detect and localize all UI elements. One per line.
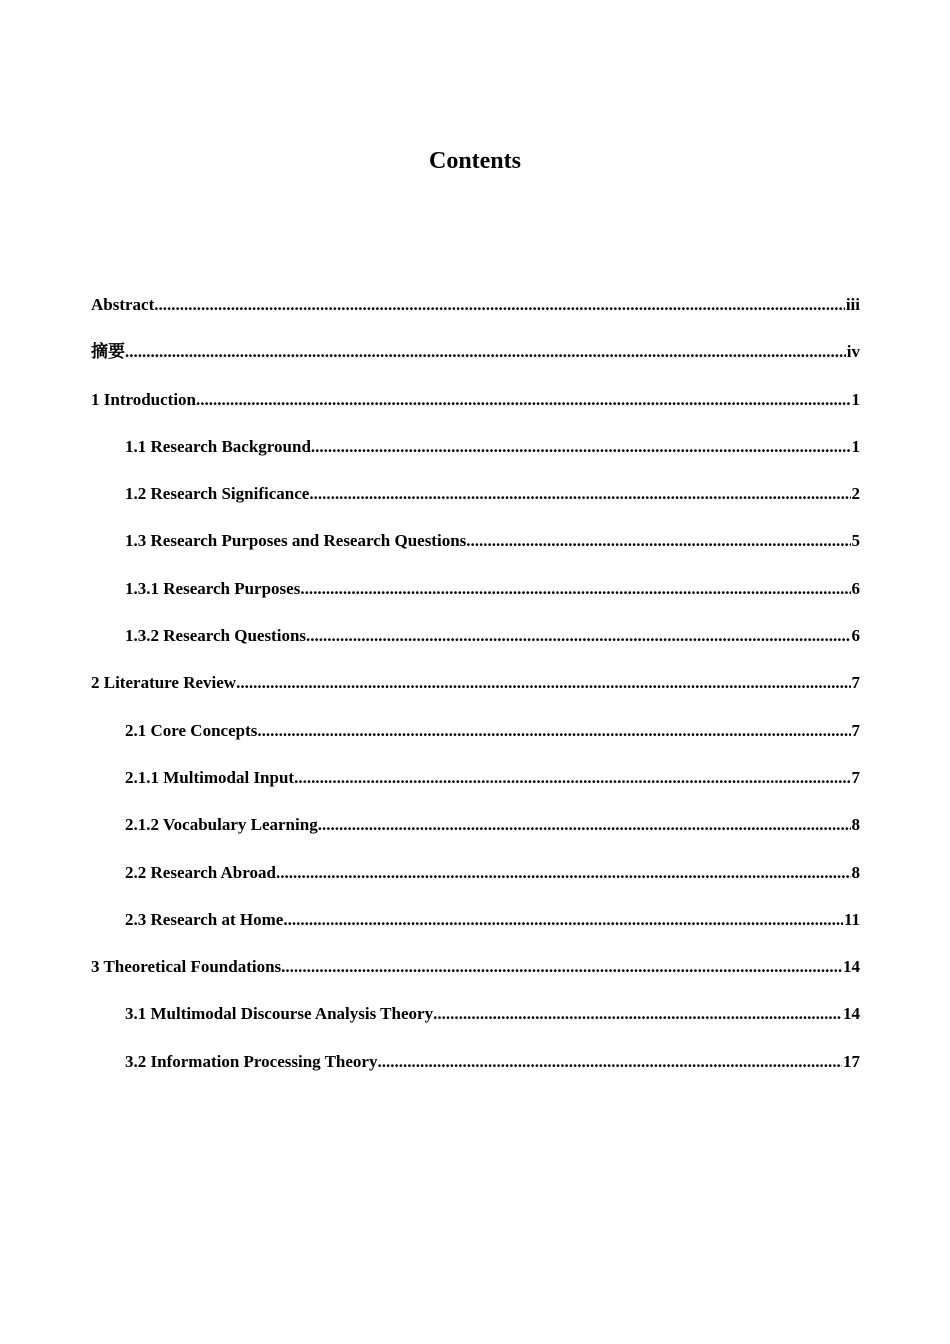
toc-entry-theoretical-foundations[interactable]	[91, 955, 860, 1002]
toc-entry-page: 11	[843, 909, 860, 929]
toc-dot-leader	[196, 388, 850, 412]
toc-entry-label: 2 Literature Review	[91, 673, 237, 693]
toc-dot-leader	[309, 482, 850, 506]
toc-entry-research-at-home[interactable]	[91, 908, 860, 955]
toc-entry-research-questions[interactable]	[91, 624, 860, 671]
toc-entry-introduction[interactable]	[91, 388, 860, 435]
toc-dot-leader	[318, 813, 851, 837]
toc-entry-vocabulary-learning[interactable]	[91, 813, 860, 860]
toc-dot-leader	[311, 435, 851, 459]
toc-entry-page: 5	[851, 531, 860, 551]
toc-dot-leader	[236, 671, 850, 695]
toc-entry-page: 14	[843, 957, 860, 977]
toc-entry-page: 6	[851, 578, 860, 598]
toc-entry-label: Abstract	[91, 295, 155, 314]
toc-dot-leader	[276, 861, 851, 885]
toc-dot-leader	[125, 340, 846, 364]
toc-entry-label: 1.1 Research Background	[125, 436, 311, 456]
toc-dot-leader	[300, 577, 850, 601]
toc-entry-page: 17	[843, 1051, 860, 1071]
page-title: Contents	[428, 148, 521, 174]
toc-entry-research-purposes[interactable]	[91, 577, 860, 624]
toc-entry-label: 2.1 Core Concepts	[125, 720, 258, 740]
toc-entry-page: 2	[851, 484, 860, 504]
toc-entry-label: 2.1.1 Multimodal Input	[125, 767, 295, 787]
toc-entry-abstract[interactable]	[91, 293, 860, 340]
toc-entry-label: 2.3 Research at Home	[125, 909, 284, 929]
toc-entry-page: 14	[843, 1004, 860, 1024]
toc-entry-page: iii	[845, 295, 860, 314]
toc-entry-page: 7	[851, 673, 860, 693]
toc-entry-label: 1.3.2 Research Questions	[125, 626, 307, 646]
toc-entry-page: 1	[851, 436, 860, 456]
toc-entry-label: 2.1.2 Vocabulary Learning	[125, 815, 318, 835]
toc-entry-page: 6	[851, 626, 860, 646]
toc-entry-label: 1 Introduction	[91, 389, 197, 409]
toc-entry-page: iv	[846, 342, 860, 362]
toc-entry-label: 1.2 Research Significance	[125, 484, 310, 504]
toc-entry-research-abroad[interactable]	[91, 861, 860, 908]
toc-entry-label: 1.3.1 Research Purposes	[125, 578, 301, 598]
toc-entry-page: 8	[851, 815, 860, 835]
toc-dot-leader	[433, 1002, 842, 1026]
toc-entry-research-significance[interactable]	[91, 482, 860, 529]
toc-dot-leader	[466, 529, 850, 553]
toc-dot-leader	[377, 1050, 842, 1074]
toc-entry-page: 8	[851, 862, 860, 882]
toc-entry-literature-review[interactable]	[91, 671, 860, 718]
toc-entry-label: 1.3 Research Purposes and Research Questions	[125, 531, 467, 551]
toc-entry-core-concepts[interactable]	[91, 719, 860, 766]
toc-entry-label: 摘要	[91, 342, 125, 362]
table-of-contents	[91, 293, 860, 1097]
toc-dot-leader	[281, 955, 842, 979]
toc-dot-leader	[257, 719, 850, 743]
toc-entry-label: 3.1 Multimodal Discourse Analysis Theory	[125, 1004, 434, 1024]
toc-entry-multimodal-discourse-theory[interactable]	[91, 1002, 860, 1049]
toc-dot-leader	[283, 908, 843, 932]
toc-entry-label: 2.2 Research Abroad	[125, 862, 276, 882]
toc-entry-information-processing-theory[interactable]	[91, 1050, 860, 1097]
toc-entry-multimodal-input[interactable]	[91, 766, 860, 813]
toc-entry-page: 7	[851, 720, 860, 740]
toc-entry-page: 1	[851, 389, 860, 409]
toc-entry-label: 3.2 Information Processing Theory	[125, 1051, 378, 1071]
toc-dot-leader	[294, 766, 850, 790]
toc-entry-chinese-abstract[interactable]	[91, 340, 860, 387]
toc-dot-leader	[154, 293, 845, 317]
toc-entry-research-background[interactable]	[91, 435, 860, 482]
toc-entry-page: 7	[851, 767, 860, 787]
toc-dot-leader	[306, 624, 850, 648]
toc-entry-purposes-and-questions[interactable]	[91, 529, 860, 576]
toc-entry-label: 3 Theoretical Foundations	[91, 957, 282, 977]
